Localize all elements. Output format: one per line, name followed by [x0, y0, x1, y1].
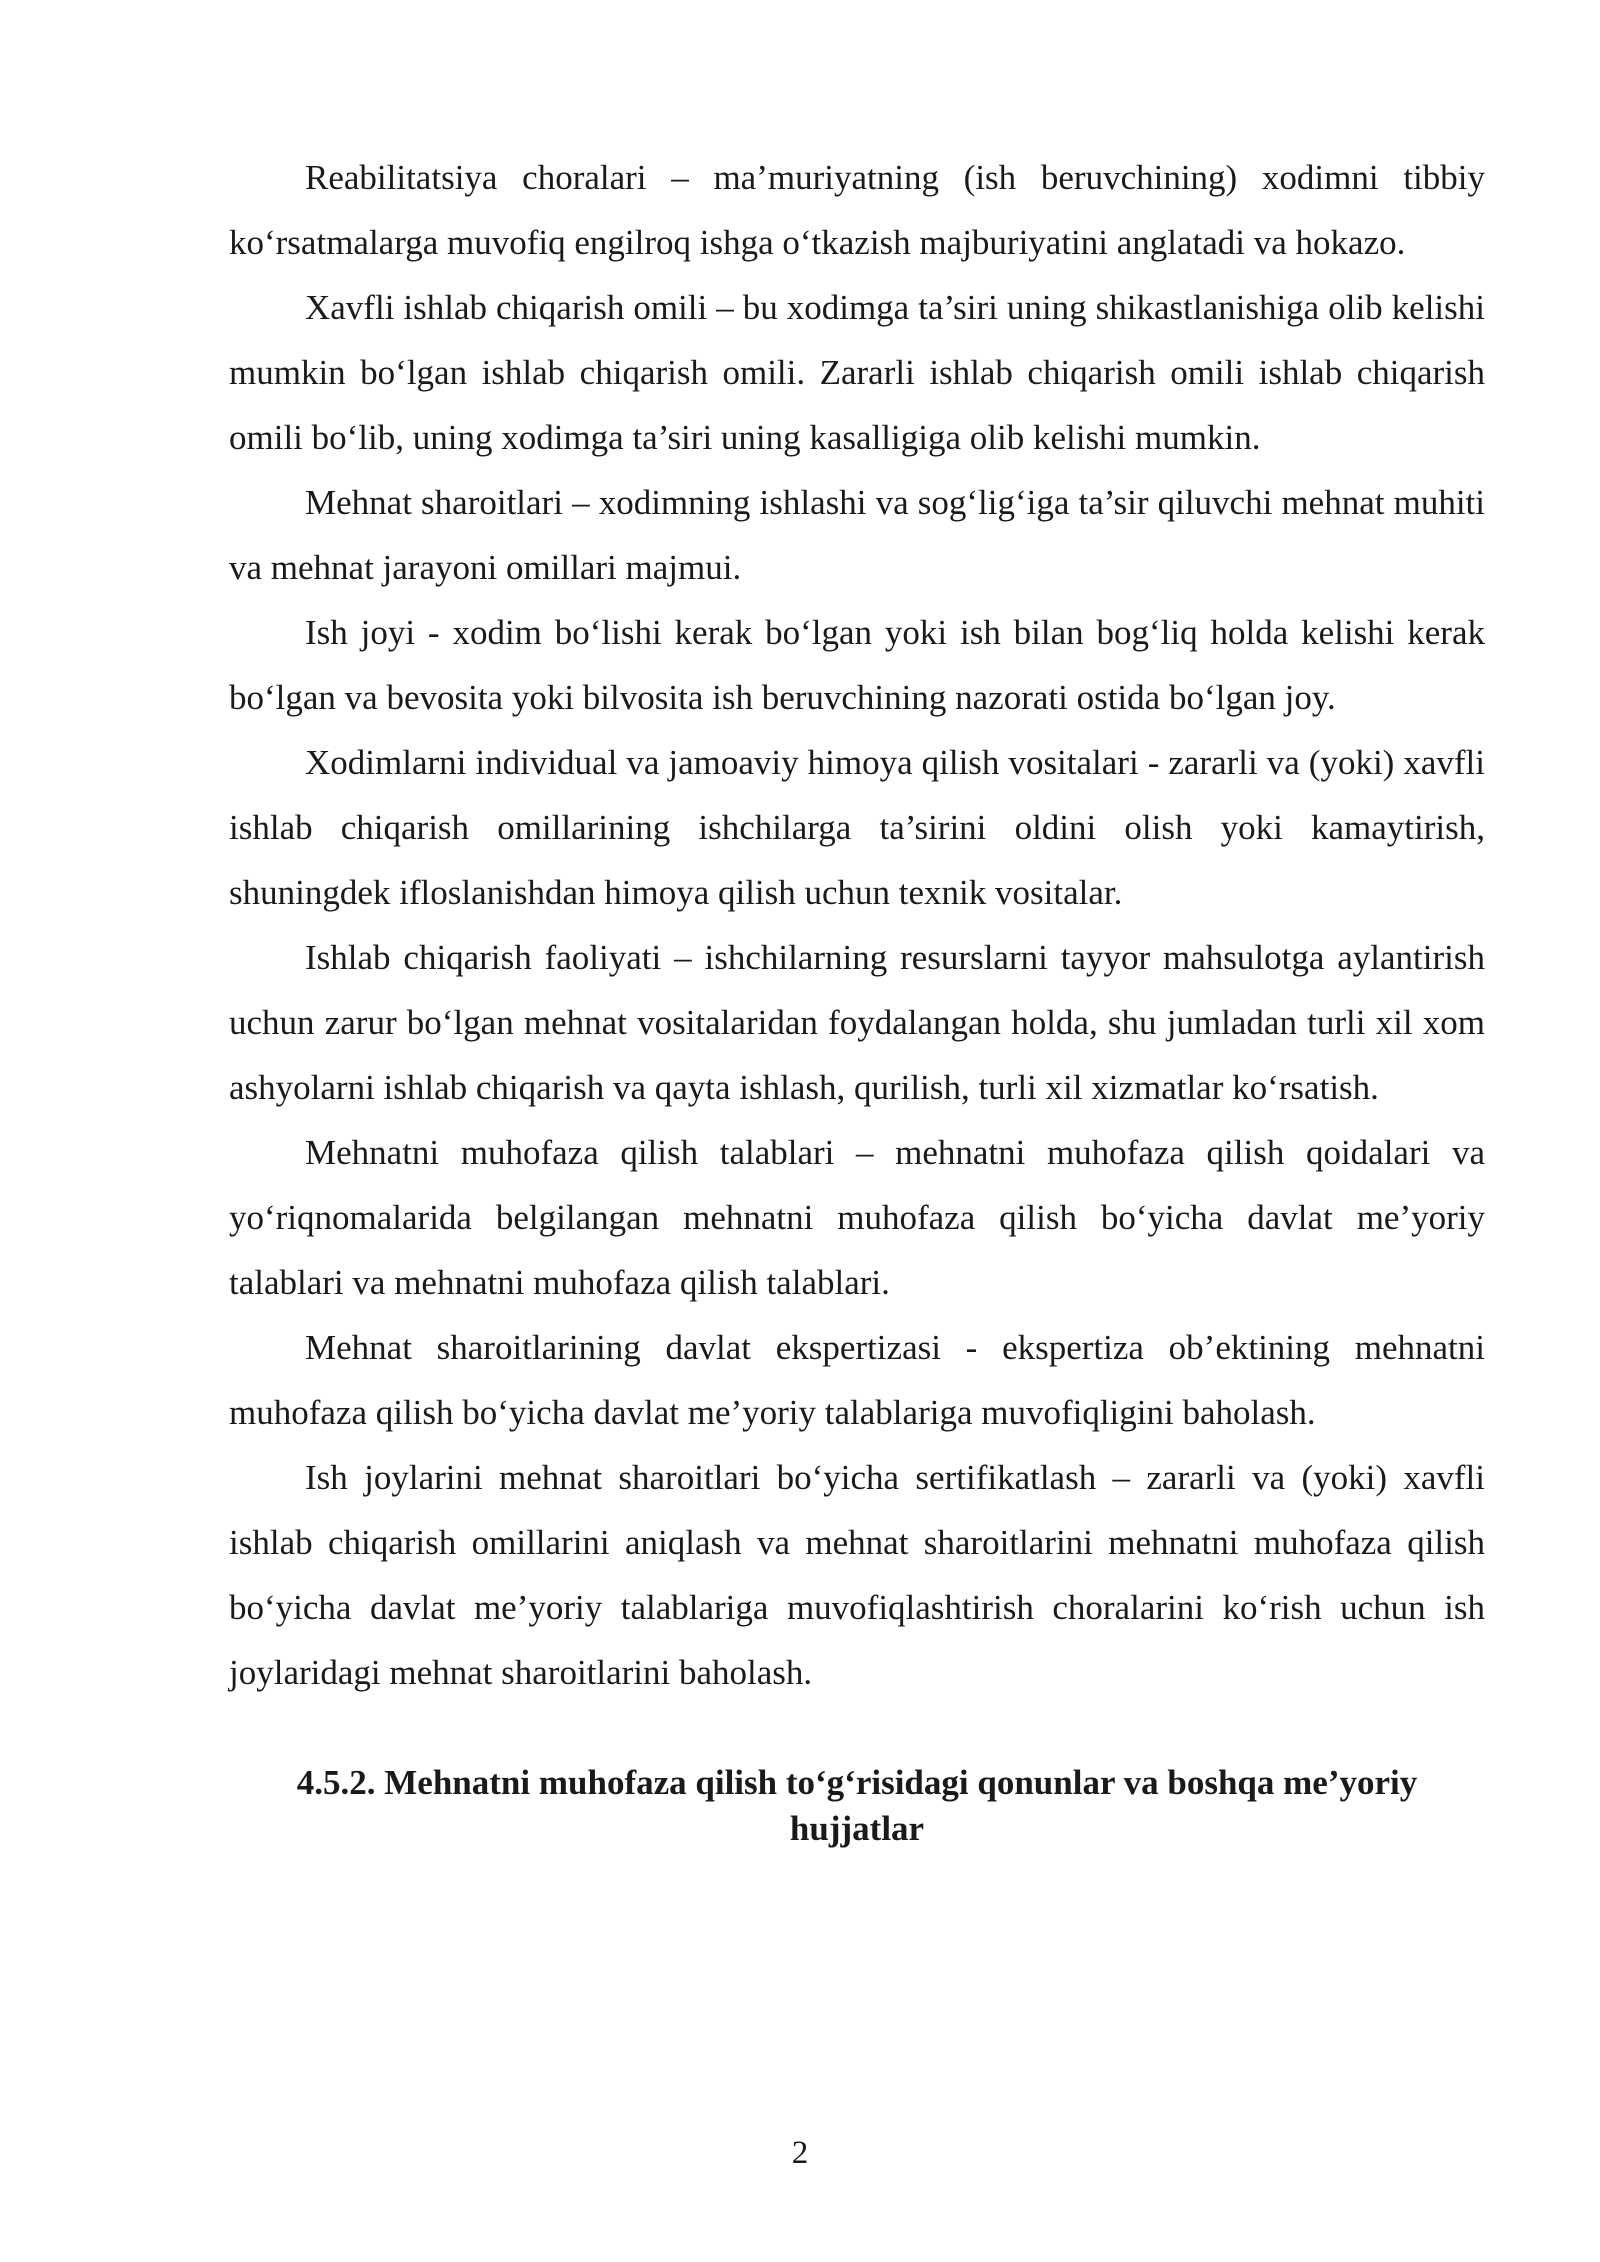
paragraph-production-activity: Ishlab chiqarish faoliyati – ishchilarning resurslarni tayyor mahsulotga aylantirish uchun zarur bo‘lgan mehnat vositalaridan foydalangan holda, shu jumladan turli xil xom ashyolarni ishlab chiqarish va qayta ishlash, qurilish, turli xil xizmatlar ko‘rsatish. [229, 938, 1485, 1107]
section-heading: 4.5.2. Mehnatni muhofaza qilish to‘g‘risidagi qonunlar va boshqa me’yoriy hujjatlar [296, 1763, 1418, 1848]
paragraph-protective-equipment: Xodimlarni individual va jamoaviy himoya qilish vositalari - zararli va (yoki) xavfli ishlab chiqarish omillarining ishchilarga ta’sirini oldini olish yoki kamaytirish, shuningdek ifloslanishdan himoya qilish uchun texnik vositalar. [229, 743, 1485, 912]
paragraph-state-expertise: Mehnat sharoitlarining davlat ekspertizasi - ekspertiza ob’ektining mehnatni muhofaza qilish bo‘yicha davlat me’yoriy talablariga muvofiqligini baholash. [229, 1328, 1485, 1432]
paragraph-labor-protection-requirements: Mehnatni muhofaza qilish talablari – mehnatni muhofaza qilish qoidalari va yo‘riqnomalarida belgilangan mehnatni muhofaza qilish bo‘yicha davlat me’yoriy talablari va mehnatni muhofaza qilish talablari. [229, 1133, 1485, 1302]
paragraph-working-conditions: Mehnat sharoitlari – xodimning ishlashi va sog‘lig‘iga ta’sir qiluvchi mehnat muhiti va mehnat jarayoni omillari majmui. [229, 483, 1485, 587]
paragraph-hazardous-factor: Xavfli ishlab chiqarish omili – bu xodimga ta’siri uning shikastlanishiga olib kelishi mumkin bo‘lgan ishlab chiqarish omili. Zararli ishlab chiqarish omili ishlab chiqarish omili bo‘lib, uning xodimga ta’siri uning kasalligiga olib kelishi mumkin. [229, 288, 1485, 457]
paragraph-workplace-certification: Ish joylarini mehnat sharoitlari bo‘yicha sertifikatlash – zararli va (yoki) xavfli ishlab chiqarish omillarini aniqlash va mehnat sharoitlarini mehnatni muhofaza qilish bo‘yicha davlat me’yoriy talablariga muvofiqlashtirish choralarini ko‘rish uchun ish joylaridagi mehnat sharoitlarini baholash. [229, 1458, 1485, 1692]
paragraph-workplace: Ish joyi - xodim bo‘lishi kerak bo‘lgan yoki ish bilan bog‘liq holda kelishi kerak bo‘lgan va bevosita yoki bilvosita ish beruvchining nazorati ostida bo‘lgan joy. [229, 613, 1485, 717]
paragraph-rehabilitation-measures: Reabilitatsiya choralari – ma’muriyatning (ish beruvchining) xodimni tibbiy ko‘rsatmalarga muvofiq engilroq ishga o‘tkazish majburiyatini anglatadi va hokazo. [229, 158, 1485, 262]
document-body [229, 145, 1485, 1852]
page-number: 2 [791, 2135, 809, 2171]
